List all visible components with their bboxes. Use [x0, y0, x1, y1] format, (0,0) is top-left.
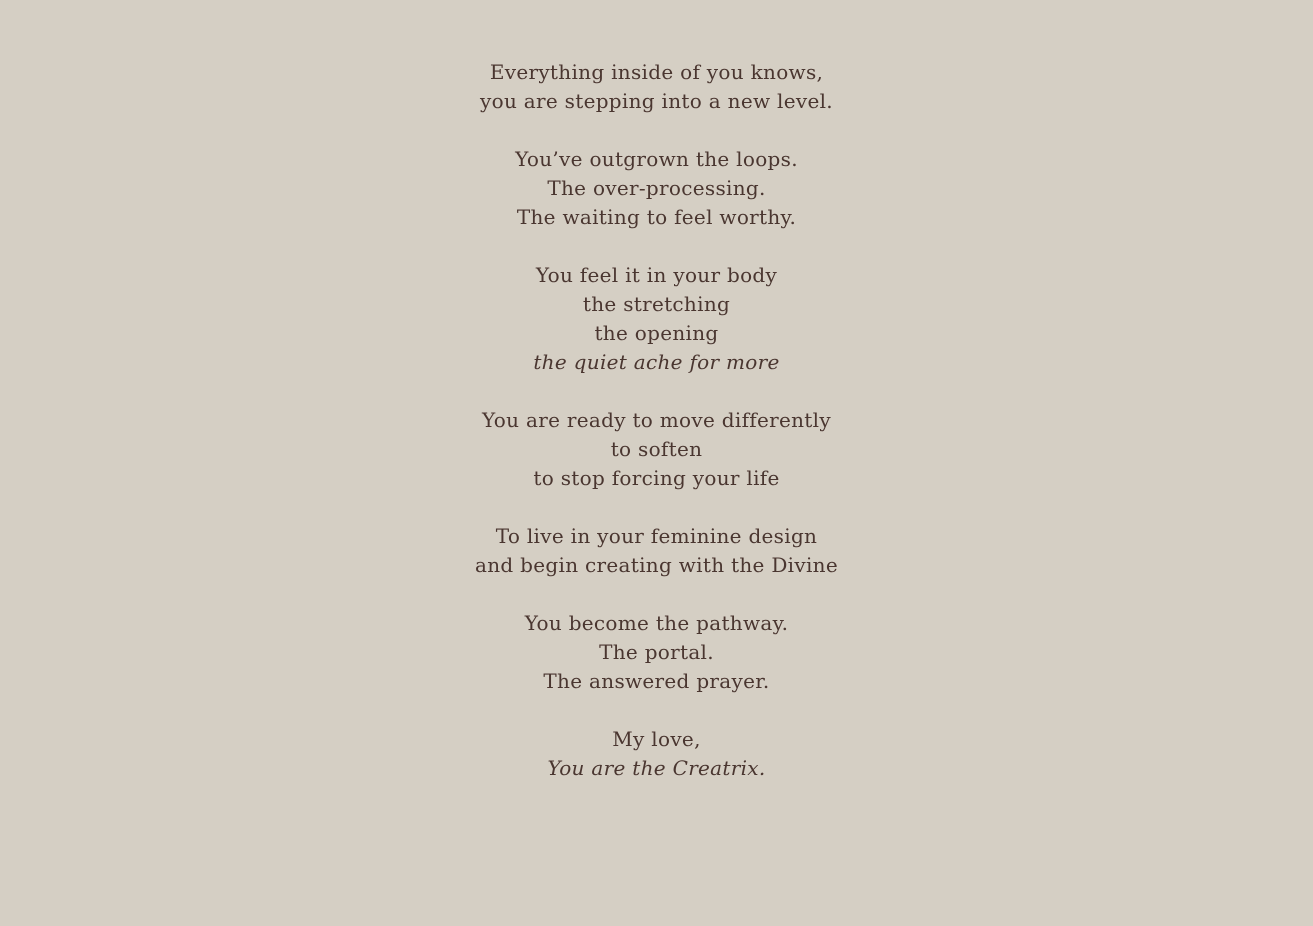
poem-line: You become the pathway. [524, 611, 789, 635]
poem-line: You feel it in your body [535, 263, 778, 287]
poem-line: you are stepping into a new level. [480, 89, 833, 113]
poem-line: Everything inside of you knows, [489, 60, 824, 84]
poem-line: You are ready to move differently [482, 408, 831, 432]
stanza-5 [0, 522, 1313, 580]
poem-line: You’ve outgrown the loops. [515, 147, 798, 171]
stanza-4 [0, 406, 1313, 493]
poem-line: The waiting to feel worthy. [516, 205, 797, 229]
stanza-1 [0, 58, 1313, 116]
poem-line: My love, [612, 727, 701, 751]
poem [0, 58, 1313, 783]
stanza-2 [0, 145, 1313, 232]
poem-line: The portal. [599, 640, 714, 664]
poem-line: The over-processing. [547, 176, 766, 200]
poem-line: the stretching [582, 292, 731, 316]
poem-line: and begin creating with the Divine [475, 553, 838, 577]
poem-line-italic: the quiet ache for more [533, 350, 780, 374]
poem-line: To live in your feminine design [495, 524, 818, 548]
stanza-6 [0, 609, 1313, 696]
poem-line: to soften [610, 437, 703, 461]
stanza-3 [0, 261, 1313, 377]
poem-line: the opening [594, 321, 719, 345]
poem-line: to stop forcing your life [533, 466, 780, 490]
stanza-7 [0, 725, 1313, 783]
poem-closing-line: You are the Creatrix. [547, 756, 766, 780]
poem-line: The answered prayer. [543, 669, 770, 693]
